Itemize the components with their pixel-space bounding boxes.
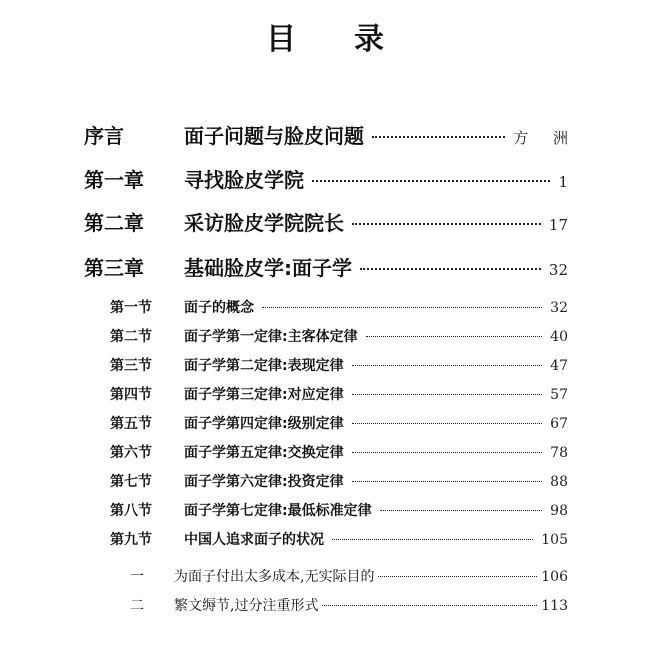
dot-leader	[352, 223, 541, 225]
entry-label: 第三章	[84, 256, 144, 280]
entry-label: 第六节	[110, 445, 152, 461]
entry-title: 面子学第五定律:交换定律	[184, 445, 344, 461]
page-title	[0, 20, 650, 60]
entry-title: 面子问题与脸皮问题	[184, 124, 364, 148]
toc-entry-subsection-1[interactable]	[130, 566, 568, 588]
entry-title: 面子学第一定律:主客体定律	[184, 329, 358, 345]
entry-title: 寻找脸皮学院	[184, 168, 304, 192]
entry-label: 序言	[84, 124, 124, 148]
entry-title: 中国人追求面子的状况	[184, 532, 324, 548]
dot-leader	[352, 452, 543, 453]
dot-leader	[352, 394, 543, 395]
toc-entry-section-8[interactable]	[110, 500, 568, 522]
entry-page: 67	[550, 416, 568, 432]
toc-entry-chapter-2[interactable]	[84, 207, 568, 237]
entry-page: 57	[550, 387, 568, 403]
toc-entry-section-9[interactable]	[110, 529, 568, 551]
entry-label: 第四节	[110, 387, 152, 403]
entry-page: 106	[541, 569, 568, 585]
entry-title: 面子学第七定律:最低标准定律	[184, 503, 372, 519]
entry-page: 32	[548, 261, 568, 279]
entry-label: 第一章	[84, 168, 144, 192]
dot-leader	[322, 605, 537, 606]
dot-leader	[360, 268, 541, 270]
toc-entry-section-3[interactable]	[110, 355, 568, 377]
entry-label: 二	[130, 598, 144, 614]
title-char-2: 录	[354, 22, 384, 57]
toc-entry-section-6[interactable]	[110, 442, 568, 464]
entry-label: 第五节	[110, 416, 152, 432]
entry-label: 第八节	[110, 503, 152, 519]
entry-label: 第二章	[84, 211, 144, 235]
entry-title: 面子学第三定律:对应定律	[184, 387, 344, 403]
dot-leader	[378, 576, 537, 577]
dot-leader	[352, 365, 543, 366]
entry-page: 47	[550, 358, 568, 374]
entry-title: 为面子付出太多成本,无实际目的	[174, 569, 375, 585]
entry-label: 第九节	[110, 532, 152, 548]
entry-page: 88	[550, 474, 568, 490]
entry-title: 基础脸皮学:面子学	[184, 256, 352, 280]
entry-page: 32	[550, 300, 568, 316]
toc-entry-subsection-2[interactable]	[130, 595, 568, 617]
entry-page: 40	[550, 329, 568, 345]
toc-entry-preface[interactable]	[84, 120, 578, 150]
dot-leader	[262, 307, 542, 308]
entry-title: 面子的概念	[184, 300, 254, 316]
entry-title: 面子学第六定律:投资定律	[184, 474, 344, 490]
entry-title: 面子学第四定律:级别定律	[184, 416, 344, 432]
entry-label: 第二节	[110, 329, 152, 345]
entry-label: 第七节	[110, 474, 152, 490]
entry-page: 17	[548, 216, 568, 234]
dot-leader	[352, 481, 543, 482]
entry-title: 采访脸皮学院院长	[184, 211, 344, 235]
entry-page: 1	[558, 173, 568, 191]
title-char-1: 目	[266, 22, 296, 57]
dot-leader	[372, 136, 505, 138]
entry-title: 面子学第二定律:表现定律	[184, 358, 344, 374]
dot-leader	[332, 539, 533, 540]
toc-entry-section-2[interactable]	[110, 326, 568, 348]
entry-page: 105	[541, 532, 568, 548]
toc-entry-section-7[interactable]	[110, 471, 568, 493]
entry-page: 98	[550, 503, 568, 519]
entry-label: 第三节	[110, 358, 152, 374]
dot-leader	[366, 336, 543, 337]
dot-leader	[352, 423, 543, 424]
toc-entry-section-4[interactable]	[110, 384, 568, 406]
entry-label: 一	[130, 569, 144, 585]
toc-entry-section-5[interactable]	[110, 413, 568, 435]
entry-page: 78	[550, 445, 568, 461]
toc-entry-section-1[interactable]	[110, 297, 568, 319]
toc-entry-chapter-3[interactable]	[84, 252, 568, 282]
dot-leader	[312, 180, 550, 182]
dot-leader	[380, 510, 543, 511]
entry-label: 第一节	[110, 300, 152, 316]
entry-page: 113	[541, 598, 568, 614]
toc-entry-chapter-1[interactable]	[84, 164, 568, 194]
entry-title: 繁文缛节,过分注重形式	[174, 598, 319, 614]
entry-author: 方 洲	[513, 129, 578, 147]
